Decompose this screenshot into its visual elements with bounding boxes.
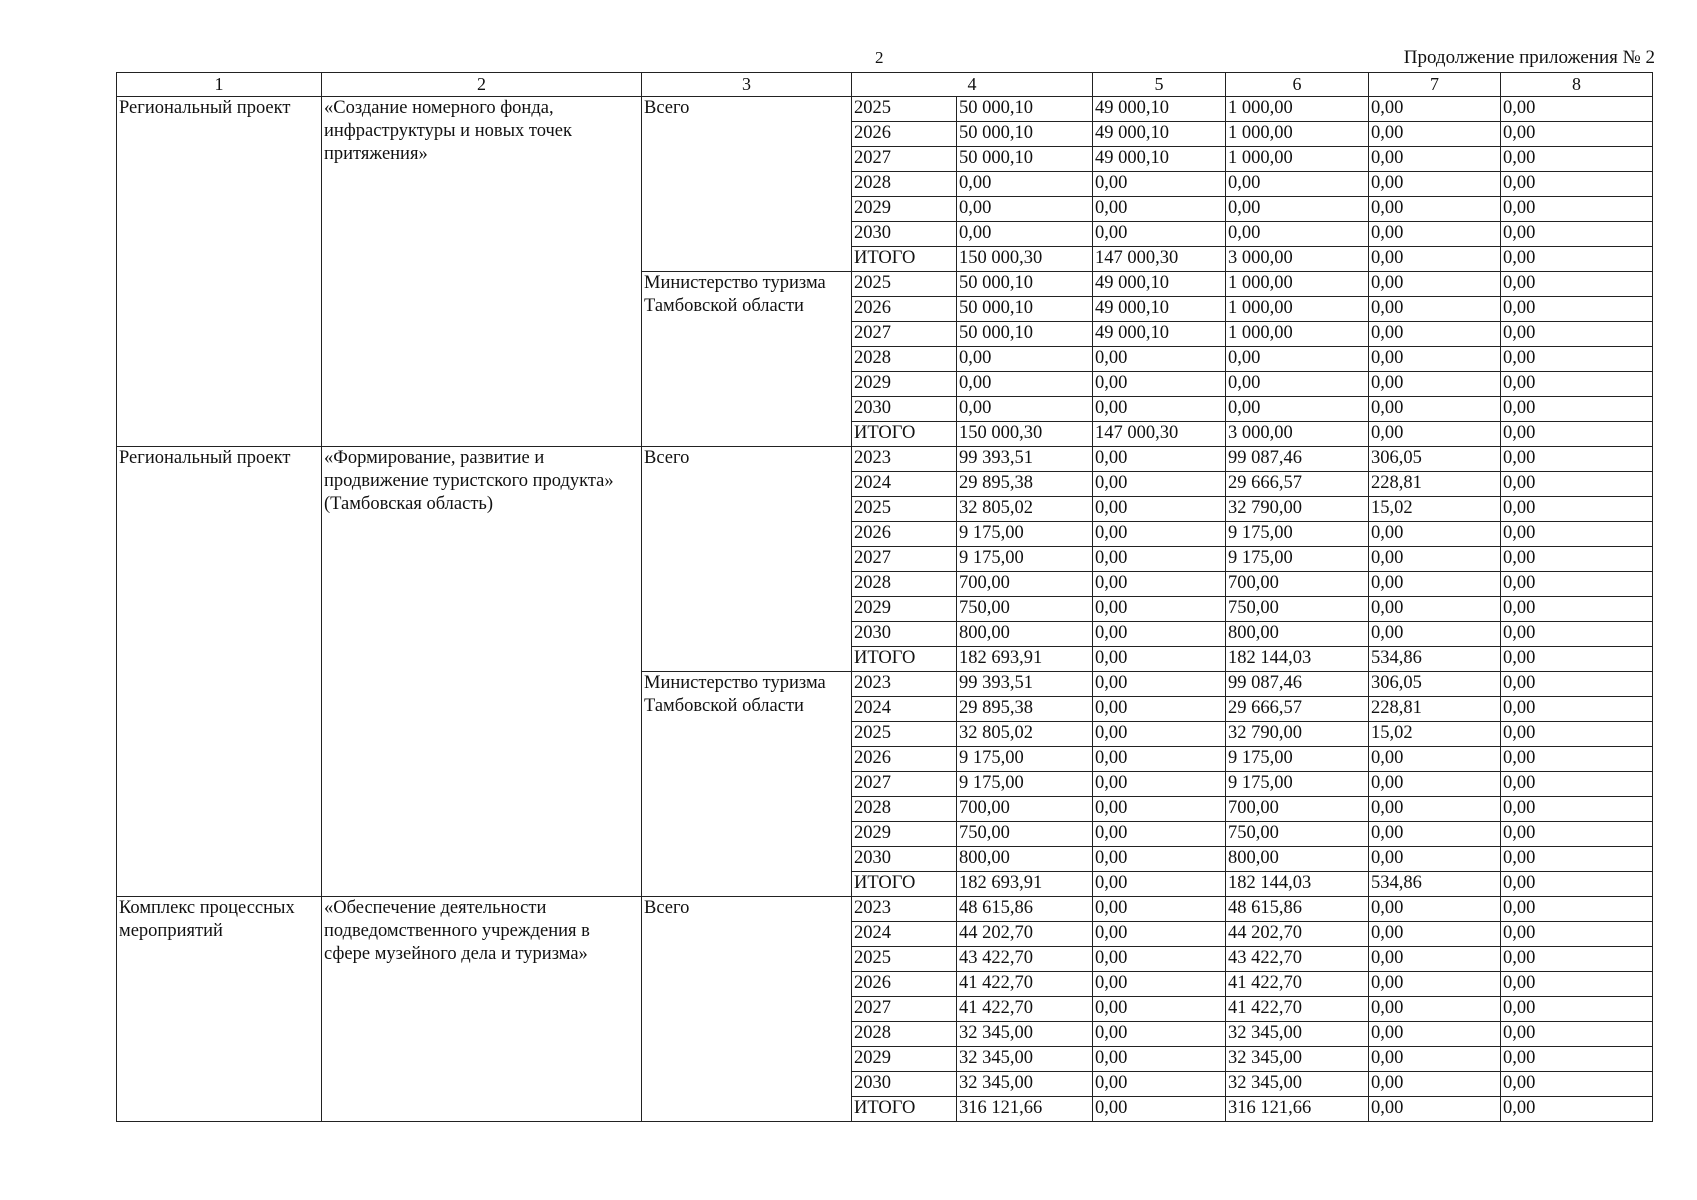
local-budget-cell: 0,00 [1369,422,1501,447]
federal-budget-cell: 0,00 [1093,1047,1226,1072]
local-budget-cell: 0,00 [1369,297,1501,322]
regional-budget-cell: 3 000,00 [1226,422,1369,447]
program-name-cell: «Создание номерного фонда, инфраструктуры и новых точек притяжения» [322,97,642,447]
local-budget-cell: 0,00 [1369,397,1501,422]
local-budget-cell: 0,00 [1369,97,1501,122]
total-cell: 99 393,51 [957,672,1093,697]
regional-budget-cell: 316 121,66 [1226,1097,1369,1122]
program-name-cell: «Формирование, развитие и продвижение туристского продукта» (Тамбовская область) [322,447,642,897]
regional-budget-cell: 800,00 [1226,847,1369,872]
total-cell: 0,00 [957,347,1093,372]
regional-budget-cell: 9 175,00 [1226,547,1369,572]
local-budget-cell: 0,00 [1369,222,1501,247]
header-col-7: 7 [1369,73,1501,97]
regional-budget-cell: 99 087,46 [1226,672,1369,697]
year-cell: 2029 [852,597,957,622]
local-budget-cell: 0,00 [1369,997,1501,1022]
program-type-cell: Комплекс процессных мероприятий [117,897,322,1122]
extra-budget-cell: 0,00 [1501,822,1653,847]
local-budget-cell: 0,00 [1369,622,1501,647]
federal-budget-cell: 147 000,30 [1093,422,1226,447]
local-budget-cell: 0,00 [1369,272,1501,297]
year-cell: 2024 [852,697,957,722]
federal-budget-cell: 0,00 [1093,572,1226,597]
header-col-1: 1 [117,73,322,97]
extra-budget-cell: 0,00 [1501,247,1653,272]
federal-budget-cell: 0,00 [1093,997,1226,1022]
year-cell: 2025 [852,722,957,747]
regional-budget-cell: 182 144,03 [1226,647,1369,672]
regional-budget-cell: 43 422,70 [1226,947,1369,972]
federal-budget-cell: 0,00 [1093,1072,1226,1097]
regional-budget-cell: 32 790,00 [1226,497,1369,522]
table-row [117,897,1653,922]
extra-budget-cell: 0,00 [1501,522,1653,547]
local-budget-cell: 0,00 [1369,772,1501,797]
year-cell: 2026 [852,122,957,147]
extra-budget-cell: 0,00 [1501,572,1653,597]
local-budget-cell: 0,00 [1369,322,1501,347]
regional-budget-cell: 9 175,00 [1226,772,1369,797]
local-budget-cell: 306,05 [1369,672,1501,697]
regional-budget-cell: 182 144,03 [1226,872,1369,897]
header-col-3: 3 [642,73,852,97]
local-budget-cell: 0,00 [1369,922,1501,947]
extra-budget-cell: 0,00 [1501,1022,1653,1047]
extra-budget-cell: 0,00 [1501,1072,1653,1097]
local-budget-cell: 0,00 [1369,1072,1501,1097]
local-budget-cell: 0,00 [1369,972,1501,997]
table-header-row [117,73,1653,97]
local-budget-cell: 0,00 [1369,572,1501,597]
federal-budget-cell: 49 000,10 [1093,147,1226,172]
year-cell: 2030 [852,397,957,422]
year-cell: 2027 [852,997,957,1022]
federal-budget-cell: 0,00 [1093,447,1226,472]
extra-budget-cell: 0,00 [1501,497,1653,522]
year-cell: 2029 [852,197,957,222]
year-cell: 2023 [852,447,957,472]
extra-budget-cell: 0,00 [1501,672,1653,697]
total-cell: 9 175,00 [957,747,1093,772]
total-cell: 800,00 [957,622,1093,647]
federal-budget-cell: 0,00 [1093,172,1226,197]
total-cell: 32 805,02 [957,722,1093,747]
local-budget-cell: 0,00 [1369,597,1501,622]
funding-source-cell: Министерство туризма Тамбовской области [642,672,852,897]
federal-budget-cell: 0,00 [1093,222,1226,247]
total-cell: 700,00 [957,797,1093,822]
regional-budget-cell: 29 666,57 [1226,697,1369,722]
total-cell: 182 693,91 [957,647,1093,672]
year-cell: 2030 [852,622,957,647]
header-col-2: 2 [322,73,642,97]
year-cell: 2026 [852,747,957,772]
regional-budget-cell: 0,00 [1226,372,1369,397]
total-cell: 29 895,38 [957,697,1093,722]
local-budget-cell: 228,81 [1369,697,1501,722]
local-budget-cell: 0,00 [1369,1047,1501,1072]
federal-budget-cell: 0,00 [1093,547,1226,572]
local-budget-cell: 0,00 [1369,747,1501,772]
total-cell: 48 615,86 [957,897,1093,922]
regional-budget-cell: 41 422,70 [1226,997,1369,1022]
year-cell: 2027 [852,772,957,797]
total-cell: 9 175,00 [957,522,1093,547]
regional-budget-cell: 700,00 [1226,572,1369,597]
local-budget-cell: 0,00 [1369,547,1501,572]
total-cell: 0,00 [957,397,1093,422]
federal-budget-cell: 0,00 [1093,772,1226,797]
continuation-label: Продолжение приложения № 2 [1403,47,1655,68]
local-budget-cell: 0,00 [1369,847,1501,872]
total-cell: 9 175,00 [957,772,1093,797]
local-budget-cell: 306,05 [1369,447,1501,472]
regional-budget-cell: 9 175,00 [1226,747,1369,772]
regional-budget-cell: 99 087,46 [1226,447,1369,472]
year-cell: 2029 [852,822,957,847]
extra-budget-cell: 0,00 [1501,697,1653,722]
total-cell: 316 121,66 [957,1097,1093,1122]
total-cell: 182 693,91 [957,872,1093,897]
regional-budget-cell: 750,00 [1226,597,1369,622]
federal-budget-cell: 0,00 [1093,597,1226,622]
federal-budget-cell: 0,00 [1093,897,1226,922]
extra-budget-cell: 0,00 [1501,872,1653,897]
year-cell: 2027 [852,547,957,572]
year-cell: 2026 [852,522,957,547]
regional-budget-cell: 0,00 [1226,222,1369,247]
year-cell: ИТОГО [852,1097,957,1122]
year-cell: 2029 [852,1047,957,1072]
table-row [117,447,1653,472]
extra-budget-cell: 0,00 [1501,622,1653,647]
local-budget-cell: 0,00 [1369,122,1501,147]
extra-budget-cell: 0,00 [1501,97,1653,122]
regional-budget-cell: 0,00 [1226,347,1369,372]
total-cell: 700,00 [957,572,1093,597]
total-cell: 50 000,10 [957,272,1093,297]
regional-budget-cell: 0,00 [1226,172,1369,197]
extra-budget-cell: 0,00 [1501,372,1653,397]
year-cell: 2024 [852,472,957,497]
program-name-cell: «Обеспечение деятельности подведомственного учреждения в сфере музейного дела и туризма» [322,897,642,1122]
regional-budget-cell: 750,00 [1226,822,1369,847]
local-budget-cell: 0,00 [1369,247,1501,272]
local-budget-cell: 0,00 [1369,197,1501,222]
extra-budget-cell: 0,00 [1501,597,1653,622]
extra-budget-cell: 0,00 [1501,847,1653,872]
local-budget-cell: 0,00 [1369,347,1501,372]
funding-source-cell: Всего [642,897,852,1122]
funding-source-cell: Всего [642,447,852,672]
federal-budget-cell: 0,00 [1093,697,1226,722]
header-col-6: 6 [1226,73,1369,97]
extra-budget-cell: 0,00 [1501,547,1653,572]
federal-budget-cell: 147 000,30 [1093,247,1226,272]
header-col-8: 8 [1501,73,1653,97]
extra-budget-cell: 0,00 [1501,397,1653,422]
extra-budget-cell: 0,00 [1501,1097,1653,1122]
program-type-cell: Региональный проект [117,447,322,897]
federal-budget-cell: 0,00 [1093,522,1226,547]
local-budget-cell: 0,00 [1369,1097,1501,1122]
regional-budget-cell: 0,00 [1226,397,1369,422]
extra-budget-cell: 0,00 [1501,722,1653,747]
federal-budget-cell: 0,00 [1093,872,1226,897]
year-cell: ИТОГО [852,247,957,272]
local-budget-cell: 15,02 [1369,722,1501,747]
year-cell: 2025 [852,272,957,297]
total-cell: 750,00 [957,597,1093,622]
federal-budget-cell: 0,00 [1093,197,1226,222]
total-cell: 41 422,70 [957,997,1093,1022]
local-budget-cell: 0,00 [1369,897,1501,922]
extra-budget-cell: 0,00 [1501,947,1653,972]
total-cell: 32 345,00 [957,1022,1093,1047]
regional-budget-cell: 29 666,57 [1226,472,1369,497]
total-cell: 41 422,70 [957,972,1093,997]
year-cell: 2028 [852,172,957,197]
federal-budget-cell: 0,00 [1093,472,1226,497]
federal-budget-cell: 0,00 [1093,1022,1226,1047]
local-budget-cell: 0,00 [1369,522,1501,547]
regional-budget-cell: 1 000,00 [1226,97,1369,122]
local-budget-cell: 534,86 [1369,872,1501,897]
total-cell: 99 393,51 [957,447,1093,472]
program-type-cell: Региональный проект [117,97,322,447]
federal-budget-cell: 0,00 [1093,497,1226,522]
page-number: 2 [875,48,884,67]
federal-budget-cell: 49 000,10 [1093,322,1226,347]
total-cell: 32 345,00 [957,1072,1093,1097]
federal-budget-cell: 0,00 [1093,647,1226,672]
year-cell: 2030 [852,222,957,247]
federal-budget-cell: 0,00 [1093,722,1226,747]
total-cell: 750,00 [957,822,1093,847]
year-cell: ИТОГО [852,872,957,897]
extra-budget-cell: 0,00 [1501,747,1653,772]
extra-budget-cell: 0,00 [1501,422,1653,447]
extra-budget-cell: 0,00 [1501,322,1653,347]
local-budget-cell: 228,81 [1369,472,1501,497]
year-cell: 2028 [852,572,957,597]
total-cell: 9 175,00 [957,547,1093,572]
total-cell: 800,00 [957,847,1093,872]
year-cell: 2028 [852,347,957,372]
extra-budget-cell: 0,00 [1501,472,1653,497]
total-cell: 43 422,70 [957,947,1093,972]
regional-budget-cell: 32 345,00 [1226,1022,1369,1047]
regional-budget-cell: 800,00 [1226,622,1369,647]
year-cell: 2025 [852,497,957,522]
extra-budget-cell: 0,00 [1501,147,1653,172]
table-row [117,97,1653,122]
extra-budget-cell: 0,00 [1501,347,1653,372]
regional-budget-cell: 44 202,70 [1226,922,1369,947]
regional-budget-cell: 48 615,86 [1226,897,1369,922]
total-cell: 50 000,10 [957,97,1093,122]
extra-budget-cell: 0,00 [1501,272,1653,297]
year-cell: ИТОГО [852,647,957,672]
year-cell: 2023 [852,897,957,922]
local-budget-cell: 0,00 [1369,172,1501,197]
federal-budget-cell: 0,00 [1093,847,1226,872]
total-cell: 0,00 [957,197,1093,222]
year-cell: 2027 [852,322,957,347]
extra-budget-cell: 0,00 [1501,772,1653,797]
regional-budget-cell: 41 422,70 [1226,972,1369,997]
extra-budget-cell: 0,00 [1501,922,1653,947]
extra-budget-cell: 0,00 [1501,997,1653,1022]
year-cell: 2024 [852,922,957,947]
extra-budget-cell: 0,00 [1501,647,1653,672]
federal-budget-cell: 0,00 [1093,922,1226,947]
total-cell: 150 000,30 [957,422,1093,447]
extra-budget-cell: 0,00 [1501,297,1653,322]
year-cell: 2029 [852,372,957,397]
extra-budget-cell: 0,00 [1501,222,1653,247]
local-budget-cell: 0,00 [1369,822,1501,847]
year-cell: 2025 [852,97,957,122]
total-cell: 50 000,10 [957,147,1093,172]
local-budget-cell: 15,02 [1369,497,1501,522]
federal-budget-cell: 0,00 [1093,972,1226,997]
year-cell: 2028 [852,797,957,822]
extra-budget-cell: 0,00 [1501,897,1653,922]
year-cell: 2028 [852,1022,957,1047]
year-cell: ИТОГО [852,422,957,447]
federal-budget-cell: 0,00 [1093,372,1226,397]
federal-budget-cell: 0,00 [1093,797,1226,822]
extra-budget-cell: 0,00 [1501,1047,1653,1072]
regional-budget-cell: 32 345,00 [1226,1047,1369,1072]
extra-budget-cell: 0,00 [1501,447,1653,472]
funding-source-cell: Министерство туризма Тамбовской области [642,272,852,447]
federal-budget-cell: 0,00 [1093,347,1226,372]
federal-budget-cell: 0,00 [1093,747,1226,772]
extra-budget-cell: 0,00 [1501,122,1653,147]
local-budget-cell: 0,00 [1369,947,1501,972]
federal-budget-cell: 0,00 [1093,672,1226,697]
federal-budget-cell: 49 000,10 [1093,122,1226,147]
regional-budget-cell: 1 000,00 [1226,297,1369,322]
total-cell: 150 000,30 [957,247,1093,272]
extra-budget-cell: 0,00 [1501,172,1653,197]
total-cell: 50 000,10 [957,297,1093,322]
total-cell: 50 000,10 [957,122,1093,147]
regional-budget-cell: 1 000,00 [1226,322,1369,347]
federal-budget-cell: 0,00 [1093,397,1226,422]
total-cell: 0,00 [957,222,1093,247]
local-budget-cell: 0,00 [1369,147,1501,172]
federal-budget-cell: 49 000,10 [1093,272,1226,297]
regional-budget-cell: 1 000,00 [1226,122,1369,147]
extra-budget-cell: 0,00 [1501,797,1653,822]
local-budget-cell: 0,00 [1369,797,1501,822]
regional-budget-cell: 1 000,00 [1226,147,1369,172]
regional-budget-cell: 700,00 [1226,797,1369,822]
year-cell: 2027 [852,147,957,172]
total-cell: 29 895,38 [957,472,1093,497]
federal-budget-cell: 0,00 [1093,622,1226,647]
total-cell: 50 000,10 [957,322,1093,347]
federal-budget-cell: 49 000,10 [1093,297,1226,322]
federal-budget-cell: 0,00 [1093,1097,1226,1122]
regional-budget-cell: 9 175,00 [1226,522,1369,547]
extra-budget-cell: 0,00 [1501,972,1653,997]
regional-budget-cell: 0,00 [1226,197,1369,222]
total-cell: 32 805,02 [957,497,1093,522]
year-cell: 2026 [852,972,957,997]
local-budget-cell: 534,86 [1369,647,1501,672]
total-cell: 32 345,00 [957,1047,1093,1072]
year-cell: 2026 [852,297,957,322]
header-col-4: 4 [852,73,1093,97]
federal-budget-cell: 49 000,10 [1093,97,1226,122]
funding-source-cell: Всего [642,97,852,272]
regional-budget-cell: 32 790,00 [1226,722,1369,747]
funding-table [116,72,1653,1122]
local-budget-cell: 0,00 [1369,372,1501,397]
total-cell: 0,00 [957,172,1093,197]
total-cell: 0,00 [957,372,1093,397]
year-cell: 2023 [852,672,957,697]
regional-budget-cell: 32 345,00 [1226,1072,1369,1097]
header-col-5: 5 [1093,73,1226,97]
regional-budget-cell: 1 000,00 [1226,272,1369,297]
local-budget-cell: 0,00 [1369,1022,1501,1047]
year-cell: 2025 [852,947,957,972]
regional-budget-cell: 3 000,00 [1226,247,1369,272]
year-cell: 2030 [852,847,957,872]
total-cell: 44 202,70 [957,922,1093,947]
year-cell: 2030 [852,1072,957,1097]
extra-budget-cell: 0,00 [1501,197,1653,222]
federal-budget-cell: 0,00 [1093,947,1226,972]
federal-budget-cell: 0,00 [1093,822,1226,847]
